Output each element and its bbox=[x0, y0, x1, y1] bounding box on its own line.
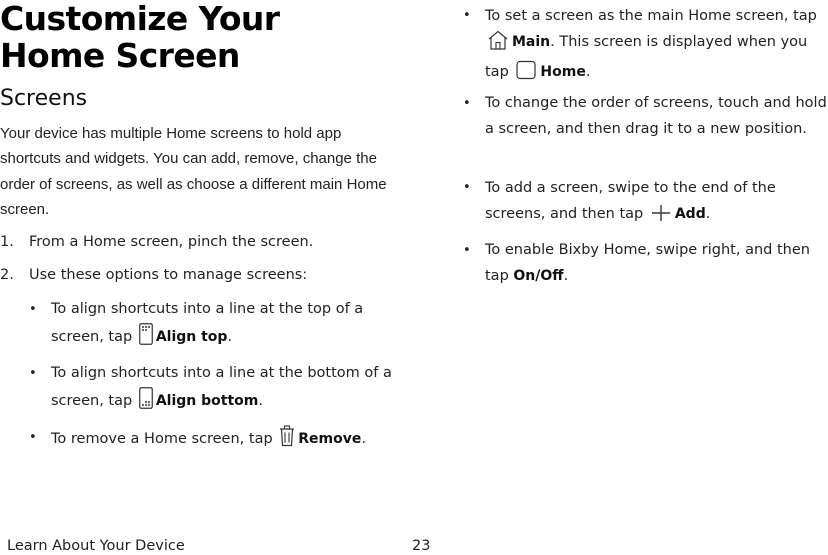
bullet-text: To add a screen, swipe to the end of the screens, and then tap Add. bbox=[460, 175, 828, 231]
footer-page-number: 23 bbox=[412, 538, 431, 554]
bullet-bixby bbox=[460, 238, 828, 289]
bullet-text: To remove a Home screen, tap Remove. bbox=[29, 425, 401, 457]
home-icon bbox=[487, 30, 509, 59]
home-label: Home bbox=[540, 64, 586, 80]
home-key-icon bbox=[515, 60, 537, 89]
align-top-icon bbox=[139, 323, 153, 355]
page-title-line1: Customize Your bbox=[0, 0, 280, 38]
bullet-reorder bbox=[460, 91, 828, 142]
align-top-label: Align top bbox=[155, 328, 228, 345]
remove-label: Remove bbox=[298, 431, 362, 447]
bullet-align-top bbox=[29, 297, 401, 354]
page-title bbox=[0, 0, 405, 74]
bullet-text: To align shortcuts into a line at the bottom of a screen, tap Align bottom. bbox=[29, 361, 401, 418]
bullet-text: To enable Bixby Home, swipe right, and then tap On/Off. bbox=[485, 242, 810, 284]
bullet-marker: • bbox=[463, 243, 471, 258]
add-label: Add bbox=[674, 206, 706, 222]
bullet-text: To change the order of screens, touch and hold a screen, and then drag it to a new position. bbox=[485, 95, 827, 137]
step-number: 2. bbox=[0, 267, 14, 283]
step-number: 1. bbox=[0, 234, 14, 250]
bullet-align-bottom bbox=[29, 361, 401, 418]
main-label: Main bbox=[512, 34, 551, 50]
intro-paragraph: Your device has multiple Home screens to hold app shortcuts and widgets. You can add, remove, change the order of screens, as well as choose a different main Home screen. bbox=[0, 125, 387, 218]
bullet-main bbox=[460, 3, 828, 89]
page-title-line2: Home Screen bbox=[0, 36, 240, 75]
on-off-label: On/Off bbox=[513, 267, 564, 284]
bullet-text: To align shortcuts into a line at the top of a screen, tap Align top. bbox=[29, 297, 401, 354]
footer-section-name: Learn About Your Device bbox=[7, 538, 185, 554]
trash-icon bbox=[279, 425, 295, 457]
bullet-remove bbox=[29, 425, 401, 457]
align-bottom-icon bbox=[139, 387, 153, 419]
step-text: Use these options to manage screens: bbox=[29, 267, 308, 283]
section-heading-screens: Screens bbox=[0, 86, 88, 111]
step-text: From a Home screen, pinch the screen. bbox=[29, 234, 314, 250]
bullet-marker: • bbox=[29, 366, 37, 381]
align-bottom-label: Align bottom bbox=[155, 392, 259, 409]
bullet-marker: • bbox=[29, 430, 37, 445]
plus-icon bbox=[650, 204, 672, 231]
bullet-marker: • bbox=[463, 180, 471, 195]
bullet-marker: • bbox=[463, 96, 471, 111]
bullet-marker: • bbox=[463, 8, 471, 23]
bullet-add bbox=[460, 175, 828, 231]
bullet-text: To set a screen as the main Home screen, tap Main. This screen is displayed when you tap Home. bbox=[460, 3, 828, 89]
bullet-marker: • bbox=[29, 302, 37, 317]
